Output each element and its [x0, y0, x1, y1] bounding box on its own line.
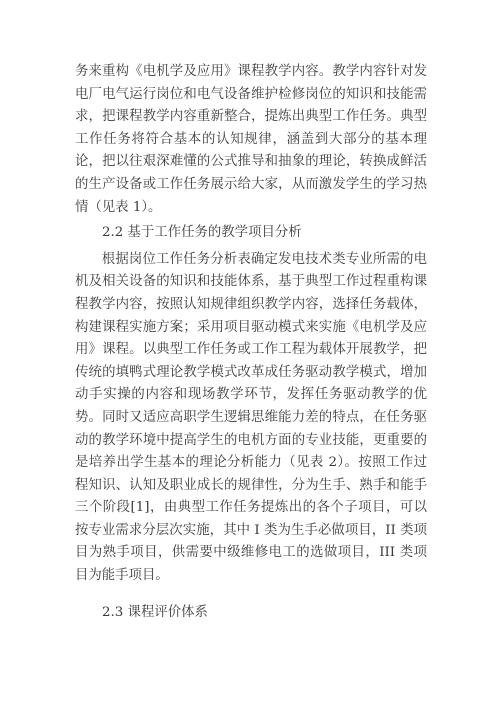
paragraph-project-analysis: 根据岗位工作任务分析表确定发电技术类专业所需的电机及相关设备的知识和技能体系，基于典型工作过程重构课程教学内容，按照认知规律组织教学内容，选择任务载体，构建课程实施方案；采用项目驱动模式来实施《电机学及应用》课程。以典型工作任务或工作工程为载体开展教学，把传统的填鸭式理论教学模式改革成任务驱动教学模式，增加动手实操的内容和现场教学环节，发挥任务驱动教学的优势。同时又适应高职学生逻辑思维能力差的特点，在任务驱动的教学环境中提高学生的电机方面的专业技能，更重要的是培养出学生基本的理论分析能力（见表 2）。按照工作过程知识、认知及职业成长的规律性，分为生手、熟手和能手三个阶段[1]，由典型工作任务提炼出的各个子项目，可以按专业需求分层次实施，其中 I 类为生手必做项目，II 类项目为熟手项目，供需要中级维修电工的选做项目，III 类项目为能手项目。 [75, 251, 427, 584]
paragraph-task-restructure: 务来重构《电机学及应用》课程教学内容。教学内容针对发电厂电气运行岗位和电气设备维护检修岗位的知识和技能需求，把课程教学内容重新整合，提炼出典型工作任务。典型工作任务将符合基本的认知规律，涵盖到大部分的基本理论，把以往艰深难懂的公式推导和抽象的理论，转换成鲜活的生产设备或工作任务展示给大家，从而激发学生的学习热情（见表 1）。 [75, 64, 427, 215]
document-body [75, 61, 427, 624]
section-heading-2-3: 2.3 课程评价体系 [102, 604, 208, 620]
section-heading-2-2: 2.2 基于工作任务的教学项目分析 [102, 225, 302, 241]
